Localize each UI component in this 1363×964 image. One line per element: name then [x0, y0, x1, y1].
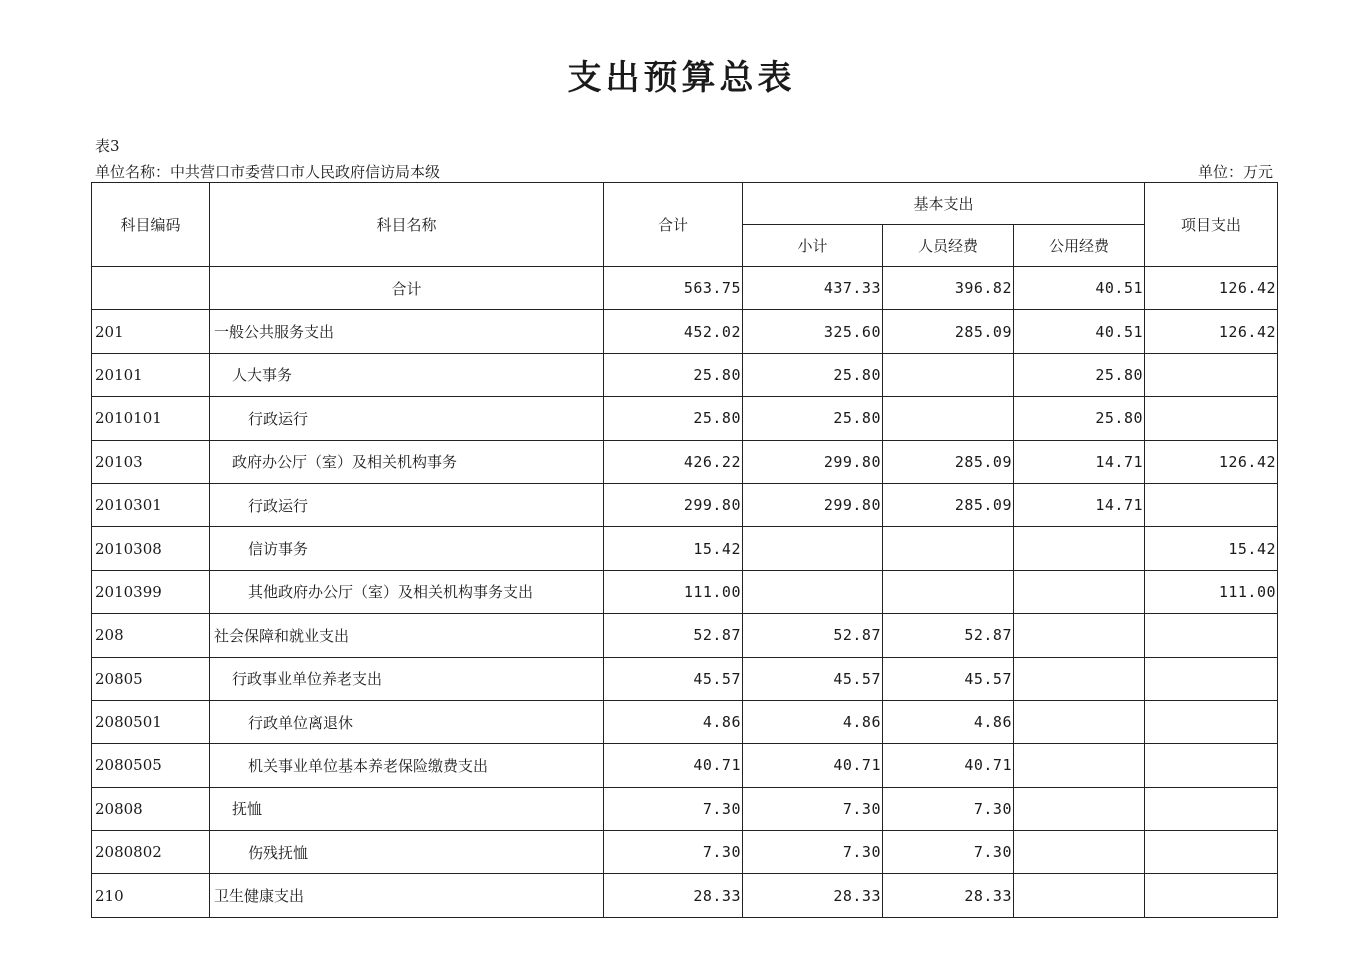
cell-subtotal: 45.57: [743, 657, 883, 700]
cell-subtotal: 7.30: [743, 787, 883, 830]
cell-personnel: [883, 570, 1014, 613]
header-public: 公用经费: [1014, 225, 1145, 267]
cell-subtotal: [743, 570, 883, 613]
cell-subtotal: 299.80: [743, 483, 883, 526]
unit-label: 单位：万元: [1197, 163, 1273, 181]
cell-total: 45.57: [604, 657, 743, 700]
cell-public: 14.71: [1014, 483, 1145, 526]
cell-code: 20101: [92, 353, 210, 396]
table-row: [92, 483, 1278, 526]
cell-subtotal: 25.80: [743, 353, 883, 396]
unit-name: 单位名称：中共营口市委营口市人民政府信访局本级: [95, 163, 441, 181]
page-title: 支出预算总表: [567, 58, 796, 98]
cell-name: 政府办公厅（室）及相关机构事务: [210, 440, 604, 483]
cell-personnel: 45.57: [883, 657, 1014, 700]
cell-project: [1145, 353, 1278, 396]
cell-subtotal: 7.30: [743, 831, 883, 874]
cell-public: 25.80: [1014, 353, 1145, 396]
table-row: [92, 700, 1278, 743]
cell-project: [1145, 744, 1278, 787]
cell-code: 2080802: [92, 831, 210, 874]
cell-name: 行政单位离退休: [210, 700, 604, 743]
cell-public: [1014, 570, 1145, 613]
cell-code: 20103: [92, 440, 210, 483]
cell-total: 299.80: [604, 483, 743, 526]
cell-personnel: 285.09: [883, 483, 1014, 526]
cell-code: 2080501: [92, 700, 210, 743]
cell-total: 25.80: [604, 397, 743, 440]
cell-total: 15.42: [604, 527, 743, 570]
cell-public: [1014, 657, 1145, 700]
header-total: 合计: [604, 183, 743, 267]
table-row: [92, 570, 1278, 613]
cell-name: 行政事业单位养老支出: [210, 657, 604, 700]
cell-name: 卫生健康支出: [210, 874, 604, 917]
cell-subtotal: 299.80: [743, 440, 883, 483]
cell-personnel: [883, 527, 1014, 570]
header-project: 项目支出: [1145, 183, 1278, 267]
cell-total: 563.75: [604, 267, 743, 310]
budget-table: [91, 182, 1278, 918]
cell-name: 伤残抚恤: [210, 831, 604, 874]
cell-public: 40.51: [1014, 267, 1145, 310]
header-basic: 基本支出: [743, 183, 1145, 225]
cell-subtotal: 437.33: [743, 267, 883, 310]
table-row: [92, 353, 1278, 396]
cell-subtotal: 25.80: [743, 397, 883, 440]
cell-public: 40.51: [1014, 310, 1145, 353]
cell-personnel: [883, 353, 1014, 396]
table-row: [92, 657, 1278, 700]
cell-personnel: 4.86: [883, 700, 1014, 743]
cell-project: [1145, 397, 1278, 440]
cell-public: [1014, 787, 1145, 830]
cell-public: 25.80: [1014, 397, 1145, 440]
table-row: [92, 874, 1278, 917]
cell-project: 111.00: [1145, 570, 1278, 613]
cell-public: [1014, 874, 1145, 917]
cell-total: 4.86: [604, 700, 743, 743]
table-row: [92, 527, 1278, 570]
cell-total: 52.87: [604, 614, 743, 657]
cell-project: 126.42: [1145, 267, 1278, 310]
cell-public: [1014, 831, 1145, 874]
cell-personnel: 52.87: [883, 614, 1014, 657]
cell-project: [1145, 614, 1278, 657]
cell-subtotal: 52.87: [743, 614, 883, 657]
cell-public: 14.71: [1014, 440, 1145, 483]
cell-name: 信访事务: [210, 527, 604, 570]
cell-project: [1145, 483, 1278, 526]
cell-public: [1014, 744, 1145, 787]
cell-name: 一般公共服务支出: [210, 310, 604, 353]
table-number: 表3: [95, 137, 120, 155]
cell-total: 7.30: [604, 831, 743, 874]
cell-code: [92, 267, 210, 310]
cell-personnel: 7.30: [883, 787, 1014, 830]
cell-name: 其他政府办公厅（室）及相关机构事务支出: [210, 570, 604, 613]
table-row: [92, 440, 1278, 483]
cell-code: 20808: [92, 787, 210, 830]
cell-name: 人大事务: [210, 353, 604, 396]
cell-name: 机关事业单位基本养老保险缴费支出: [210, 744, 604, 787]
cell-project: [1145, 874, 1278, 917]
cell-code: 208: [92, 614, 210, 657]
table-row: [92, 397, 1278, 440]
cell-code: 2080505: [92, 744, 210, 787]
cell-code: 210: [92, 874, 210, 917]
cell-code: 201: [92, 310, 210, 353]
cell-project: [1145, 831, 1278, 874]
cell-project: [1145, 787, 1278, 830]
cell-subtotal: 325.60: [743, 310, 883, 353]
cell-code: 2010399: [92, 570, 210, 613]
cell-personnel: [883, 397, 1014, 440]
cell-name: 抚恤: [210, 787, 604, 830]
table-row: [92, 831, 1278, 874]
cell-total: 7.30: [604, 787, 743, 830]
header-code: 科目编码: [92, 183, 210, 267]
cell-total: 28.33: [604, 874, 743, 917]
cell-name: 行政运行: [210, 397, 604, 440]
cell-personnel: 28.33: [883, 874, 1014, 917]
cell-public: [1014, 700, 1145, 743]
cell-personnel: 396.82: [883, 267, 1014, 310]
cell-project: 126.42: [1145, 310, 1278, 353]
cell-project: 126.42: [1145, 440, 1278, 483]
cell-subtotal: [743, 527, 883, 570]
cell-subtotal: 28.33: [743, 874, 883, 917]
cell-total: 40.71: [604, 744, 743, 787]
cell-public: [1014, 614, 1145, 657]
cell-personnel: 40.71: [883, 744, 1014, 787]
cell-code: 2010308: [92, 527, 210, 570]
cell-public: [1014, 527, 1145, 570]
cell-subtotal: 4.86: [743, 700, 883, 743]
cell-name: 行政运行: [210, 483, 604, 526]
table-row: [92, 744, 1278, 787]
table-row: [92, 787, 1278, 830]
table-row: [92, 310, 1278, 353]
cell-name: 合计: [210, 267, 604, 310]
cell-personnel: 285.09: [883, 310, 1014, 353]
table-row: [92, 614, 1278, 657]
header-subtotal: 小计: [743, 225, 883, 267]
cell-code: 2010301: [92, 483, 210, 526]
cell-personnel: 7.30: [883, 831, 1014, 874]
table-body: [92, 267, 1278, 918]
cell-code: 2010101: [92, 397, 210, 440]
header-personnel: 人员经费: [883, 225, 1014, 267]
header-name: 科目名称: [210, 183, 604, 267]
cell-name: 社会保障和就业支出: [210, 614, 604, 657]
cell-project: 15.42: [1145, 527, 1278, 570]
cell-project: [1145, 700, 1278, 743]
cell-project: [1145, 657, 1278, 700]
cell-total: 426.22: [604, 440, 743, 483]
cell-code: 20805: [92, 657, 210, 700]
cell-total: 25.80: [604, 353, 743, 396]
cell-total: 452.02: [604, 310, 743, 353]
cell-personnel: 285.09: [883, 440, 1014, 483]
cell-total: 111.00: [604, 570, 743, 613]
table-row: [92, 267, 1278, 310]
cell-subtotal: 40.71: [743, 744, 883, 787]
